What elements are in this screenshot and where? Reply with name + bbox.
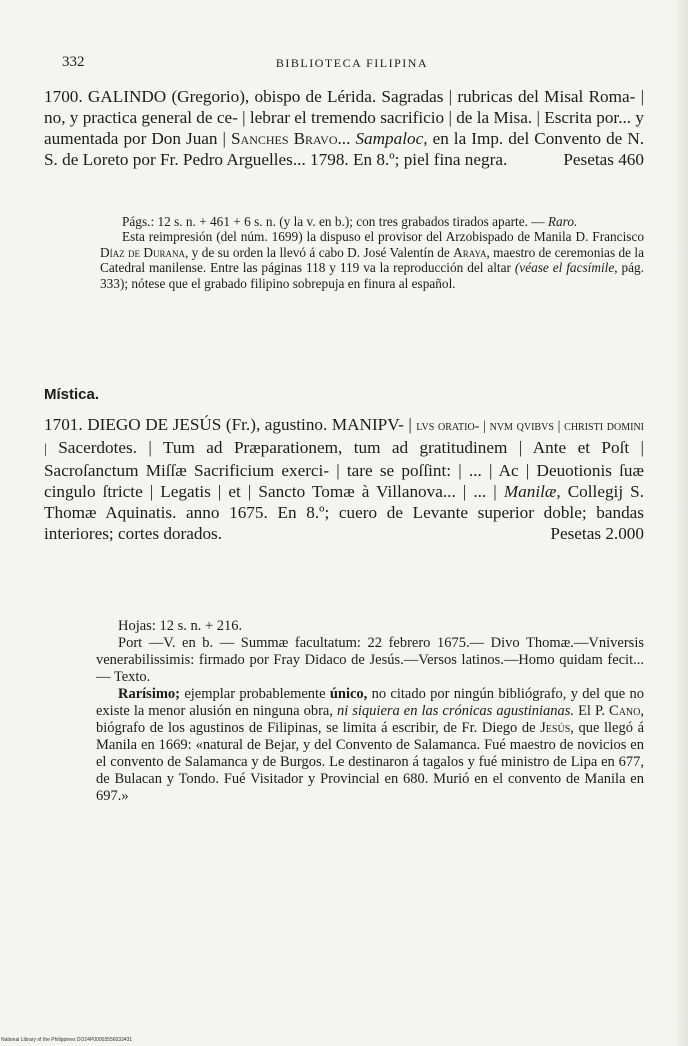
price: Pesetas 2.000 [550, 524, 644, 543]
price: Pesetas 460 [563, 150, 644, 169]
running-title: BIBLIOTECA FILIPINA [275, 56, 429, 70]
hojas: Hojas: 12 s. n. + 216. [118, 618, 243, 634]
section-heading: Mística. [44, 386, 100, 403]
entry-1701: 1701. DIEGO DE JESÚS (Fr.), agustino. MANIPV- | lvs oratio- | nvm qvibvs | christi domini | Sacerdotes. | Tum ad Præparationem, tum ad gratitudinem | Ante et Poſt | Sacroſanctum Miſſæ Sacrificium exerci- | tare se poſſint: | ... | Ac | Deuotionis ſuæ cingulo ſtricte | Legatis | et | Sancto Tomæ à Villanova... | ... | Manilæ, Collegij S. Thomæ Aquinatis. anno 1675. En 8.º; cuero de Levante superior doble; bandas interiores; cortes dorados. Pesetas 2.000 [44, 415, 645, 543]
entry-1700-notes: Págs.: 12 s. n. + 461 + 6 s. n. (y la v. en b.); con tres grabados tirados aparte. — Raro. Esta reimpresión (del núm. 1699) la dispuso el provisor del Arzobispado de Manila D. Francisco Díaz de Durana, y de su orden la llevó á cabo D. José Valentín de Araya, maestro de ceremonias de la Catedral manilense. Entre las páginas 118 y 119 va la reproducción del altar (véase el facsímile, pág. 333); nótese que el grabado filipino sobrepuja en finura al español. [100, 214, 645, 291]
page-edge-shadow [674, 0, 688, 1046]
library-footer: National Library of the Philippines DO24P00003556033431 [1, 1037, 133, 1043]
entry-author: GALINDO (Gregorio), [87, 87, 250, 106]
entry-1701-notes [96, 618, 644, 805]
rarity-note: Rarísimo; ejemplar probablemente único, no citado por ningún bibliógrafo, y del que no existe la menor alusión en ninguna obra, ni siquiera en las crónicas agustinianas. El P. Cano, biógrafo de los agustinos de Filipinas, se limita á escribir, de Fr. Diego de Jesús, que llegó á Manila en 1669: «natural de Bejar, y del Convento de Salamanca. Fué maestro de novicios en el convento de Salamanca y de Burgos. Le destinaron á tagalos y fué ministro de Lipa en 677, de Bulacan y Tondo. Fué Visitador y Provincial en 680. Murió en el convento de Manila en 697.» [96, 686, 645, 804]
port-note: Port —V. en b. — Summæ facultatum: 22 febrero 1675.— Divo Thomæ.—Vniversis venerabilissimis: firmado por Fray Didaco de Jesús.—Versos latinos.—Homo quidam fecit...— Texto. [96, 635, 644, 685]
entry-number: 1700. [44, 87, 83, 106]
page-header [62, 54, 642, 74]
entry-1700: 1700. GALINDO (Gregorio), obispo de Lérida. Sagradas | rubricas del Misal Roma- | no, y practica general de ce- | lebrar el tremendo sacrificio | de la Misa. | Escrita por... y aumentada por Don Juan | Sanches Bravo... Sampaloc, en la Imp. del Convento de N. S. de Loreto por Fr. Pedro Arguelles... 1798. En 8.º; piel fina negra. Pesetas 460 [44, 87, 645, 169]
entry-author: DIEGO DE JESÚS (Fr.), [87, 415, 261, 434]
entry-number: 1701. [44, 415, 83, 434]
page-number: 332 [62, 54, 85, 70]
